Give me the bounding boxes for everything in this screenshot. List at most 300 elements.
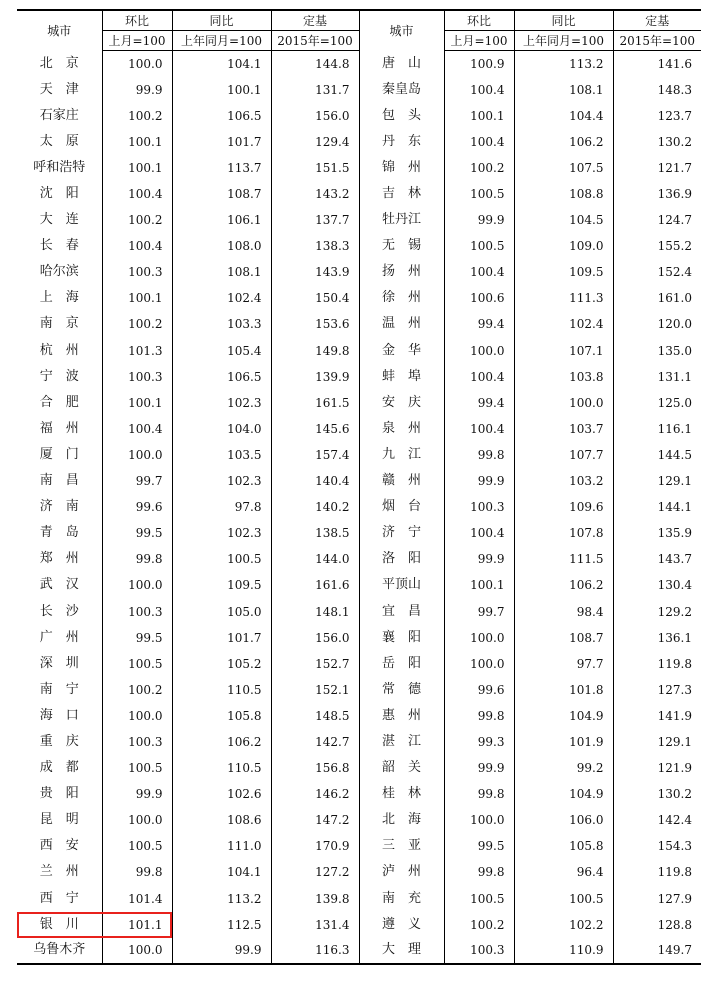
huanbi-cell-right: 99.8 bbox=[444, 781, 514, 807]
dingji-cell-left: 116.3 bbox=[271, 938, 359, 964]
huanbi-cell-right: 99.5 bbox=[444, 833, 514, 859]
table-row bbox=[17, 77, 701, 103]
table-row bbox=[17, 129, 701, 155]
table-row bbox=[17, 755, 701, 781]
huanbi-cell-right: 99.3 bbox=[444, 729, 514, 755]
header-dingji-right: 定基 bbox=[613, 10, 701, 31]
tongbi-cell-left: 108.1 bbox=[172, 259, 271, 285]
dingji-cell-left: 140.4 bbox=[271, 468, 359, 494]
huanbi-cell-left: 100.3 bbox=[102, 598, 172, 624]
huanbi-cell-left: 99.8 bbox=[102, 546, 172, 572]
tongbi-cell-right: 103.7 bbox=[514, 416, 613, 442]
tongbi-cell-left: 112.5 bbox=[172, 912, 271, 938]
huanbi-cell-right: 100.6 bbox=[444, 285, 514, 311]
tongbi-cell-left: 113.2 bbox=[172, 886, 271, 912]
dingji-cell-right: 120.0 bbox=[657, 317, 692, 332]
huanbi-cell-left: 100.2 bbox=[102, 311, 172, 337]
city-cell-left: 石家庄 bbox=[17, 103, 102, 129]
tongbi-cell-left: 99.9 bbox=[172, 938, 271, 964]
dingji-cell-left: 150.4 bbox=[271, 285, 359, 311]
header-tongbi-left: 同比 bbox=[172, 10, 271, 31]
city-cell-right: 烟 台 bbox=[359, 494, 444, 520]
tongbi-cell-right: 107.8 bbox=[514, 520, 613, 546]
city-cell-right: 惠 州 bbox=[359, 703, 444, 729]
tongbi-cell-right: 111.3 bbox=[514, 285, 613, 311]
city-cell-right: 包 头 bbox=[359, 103, 444, 129]
dingji-cell-right: 161.0 bbox=[657, 291, 692, 306]
tongbi-cell-right: 109.6 bbox=[514, 494, 613, 520]
city-cell-left: 长 春 bbox=[17, 233, 102, 259]
dingji-cell-right: 141.6 bbox=[657, 56, 692, 71]
huanbi-cell-right: 100.3 bbox=[444, 938, 514, 964]
dingji-cell-right: 130.2 bbox=[657, 787, 692, 802]
dingji-cell-left: 148.1 bbox=[271, 598, 359, 624]
tongbi-cell-right: 109.5 bbox=[514, 259, 613, 285]
header-dingji-sub-right: 2015年=100 bbox=[613, 31, 701, 51]
city-cell-right: 三 亚 bbox=[359, 833, 444, 859]
city-cell-right: 桂 林 bbox=[359, 781, 444, 807]
price-index-table-container bbox=[17, 9, 699, 965]
header-huanbi-sub-right: 上月=100 bbox=[444, 31, 514, 51]
huanbi-cell-right: 100.1 bbox=[444, 103, 514, 129]
dingji-cell-right: 127.3 bbox=[657, 682, 692, 697]
dingji-cell-right: 119.8 bbox=[657, 656, 692, 671]
dingji-cell-right: 143.7 bbox=[657, 552, 692, 567]
table-row bbox=[17, 311, 701, 337]
table-row bbox=[17, 807, 701, 833]
table-row bbox=[17, 103, 701, 129]
tongbi-cell-left: 97.8 bbox=[172, 494, 271, 520]
city-cell-right: 赣 州 bbox=[359, 468, 444, 494]
dingji-cell-left: 142.7 bbox=[271, 729, 359, 755]
huanbi-cell-left: 99.9 bbox=[102, 77, 172, 103]
city-cell-right: 岳 阳 bbox=[359, 651, 444, 677]
huanbi-cell-left: 100.1 bbox=[102, 129, 172, 155]
huanbi-cell-right: 99.8 bbox=[444, 859, 514, 885]
dingji-cell-left: 131.7 bbox=[271, 77, 359, 103]
city-cell-left: 南 京 bbox=[17, 311, 102, 337]
header-city-right: 城市 bbox=[359, 10, 444, 51]
huanbi-cell-left: 100.5 bbox=[102, 755, 172, 781]
dingji-cell-left: 156.0 bbox=[271, 103, 359, 129]
dingji-cell-left: 161.5 bbox=[271, 390, 359, 416]
tongbi-cell-right: 100.5 bbox=[514, 886, 613, 912]
dingji-cell-right: 142.4 bbox=[657, 813, 692, 828]
table-row bbox=[17, 181, 701, 207]
tongbi-cell-left: 110.5 bbox=[172, 755, 271, 781]
huanbi-cell-left: 100.1 bbox=[102, 155, 172, 181]
dingji-cell-left: 156.8 bbox=[271, 755, 359, 781]
huanbi-cell-left: 100.0 bbox=[102, 442, 172, 468]
huanbi-cell-right: 100.9 bbox=[444, 51, 514, 77]
dingji-cell-left: 131.4 bbox=[271, 912, 359, 938]
huanbi-cell-left: 100.3 bbox=[102, 364, 172, 390]
city-cell-right: 吉 林 bbox=[359, 181, 444, 207]
tongbi-cell-left: 105.0 bbox=[172, 598, 271, 624]
header-huanbi-right: 环比 bbox=[444, 10, 514, 31]
tongbi-cell-right: 108.1 bbox=[514, 77, 613, 103]
city-cell-right: 丹 东 bbox=[359, 129, 444, 155]
tongbi-cell-right: 113.2 bbox=[514, 51, 613, 77]
tongbi-cell-left: 105.2 bbox=[172, 651, 271, 677]
table-row bbox=[17, 390, 701, 416]
huanbi-cell-right: 99.8 bbox=[444, 703, 514, 729]
dingji-cell-left: 170.9 bbox=[271, 833, 359, 859]
city-cell-right: 大 理 bbox=[359, 938, 444, 964]
huanbi-cell-right: 100.0 bbox=[444, 338, 514, 364]
table-row bbox=[17, 416, 701, 442]
tongbi-cell-left: 104.1 bbox=[172, 859, 271, 885]
huanbi-cell-right: 100.4 bbox=[444, 259, 514, 285]
table-row bbox=[17, 572, 701, 598]
huanbi-cell-left: 99.5 bbox=[102, 520, 172, 546]
city-cell-left: 太 原 bbox=[17, 129, 102, 155]
tongbi-cell-right: 104.9 bbox=[514, 703, 613, 729]
huanbi-cell-left: 100.0 bbox=[102, 807, 172, 833]
huanbi-cell-right: 100.2 bbox=[444, 155, 514, 181]
dingji-cell-right: 136.1 bbox=[657, 630, 692, 645]
tongbi-cell-right: 96.4 bbox=[514, 859, 613, 885]
dingji-cell-left: 152.7 bbox=[271, 651, 359, 677]
dingji-cell-right: 128.8 bbox=[657, 917, 692, 932]
tongbi-cell-right: 98.4 bbox=[514, 598, 613, 624]
table-row bbox=[17, 912, 701, 938]
dingji-cell-left: 152.1 bbox=[271, 677, 359, 703]
city-cell-right: 宜 昌 bbox=[359, 598, 444, 624]
city-cell-left: 成 都 bbox=[17, 755, 102, 781]
tongbi-cell-right: 110.9 bbox=[514, 938, 613, 964]
tongbi-cell-left: 102.3 bbox=[172, 520, 271, 546]
city-cell-left: 青 岛 bbox=[17, 520, 102, 546]
dingji-cell-left: 145.6 bbox=[271, 416, 359, 442]
tongbi-cell-left: 106.5 bbox=[172, 364, 271, 390]
dingji-cell-right: 129.2 bbox=[657, 604, 692, 619]
dingji-cell-right: 129.1 bbox=[657, 734, 692, 749]
city-cell-left: 济 南 bbox=[17, 494, 102, 520]
tongbi-cell-right: 103.8 bbox=[514, 364, 613, 390]
table-row bbox=[17, 520, 701, 546]
table-row bbox=[17, 285, 701, 311]
tongbi-cell-right: 107.1 bbox=[514, 338, 613, 364]
table-row bbox=[17, 677, 701, 703]
dingji-cell-right: 129.1 bbox=[657, 474, 692, 489]
city-cell-left: 南 昌 bbox=[17, 468, 102, 494]
tongbi-cell-right: 108.8 bbox=[514, 181, 613, 207]
city-cell-left: 合 肥 bbox=[17, 390, 102, 416]
tongbi-cell-right: 106.2 bbox=[514, 572, 613, 598]
dingji-cell-left: 161.6 bbox=[271, 572, 359, 598]
city-cell-right: 遵 义 bbox=[359, 912, 444, 938]
table-row bbox=[17, 338, 701, 364]
table-row bbox=[17, 468, 701, 494]
city-cell-left: 上 海 bbox=[17, 285, 102, 311]
huanbi-cell-left: 101.3 bbox=[102, 338, 172, 364]
huanbi-cell-right: 100.4 bbox=[444, 129, 514, 155]
tongbi-cell-left: 105.8 bbox=[172, 703, 271, 729]
dingji-cell-right: 149.7 bbox=[613, 938, 701, 964]
dingji-cell-right: 144.5 bbox=[657, 447, 692, 462]
city-cell-right: 北 海 bbox=[359, 807, 444, 833]
city-cell-left: 宁 波 bbox=[17, 364, 102, 390]
dingji-cell-left: 127.2 bbox=[271, 859, 359, 885]
city-cell-right: 泸 州 bbox=[359, 859, 444, 885]
city-cell-left: 广 州 bbox=[17, 625, 102, 651]
tongbi-cell-right: 102.4 bbox=[514, 311, 613, 337]
table-row bbox=[17, 781, 701, 807]
table-row bbox=[17, 886, 701, 912]
city-cell-left: 兰 州 bbox=[17, 859, 102, 885]
huanbi-cell-left: 99.5 bbox=[102, 625, 172, 651]
dingji-cell-right: 136.9 bbox=[657, 187, 692, 202]
city-cell-right: 金 华 bbox=[359, 338, 444, 364]
table-row bbox=[17, 364, 701, 390]
city-cell-right: 秦皇岛 bbox=[359, 77, 444, 103]
city-cell-right: 无 锡 bbox=[359, 233, 444, 259]
tongbi-cell-right: 111.5 bbox=[514, 546, 613, 572]
huanbi-cell-right: 99.4 bbox=[444, 390, 514, 416]
tongbi-cell-left: 102.3 bbox=[172, 468, 271, 494]
huanbi-cell-left: 100.3 bbox=[102, 259, 172, 285]
huanbi-cell-right: 100.0 bbox=[444, 651, 514, 677]
tongbi-cell-right: 103.2 bbox=[514, 468, 613, 494]
tongbi-cell-right: 99.2 bbox=[514, 755, 613, 781]
dingji-cell-left: 143.2 bbox=[271, 181, 359, 207]
city-cell-left: 北 京 bbox=[17, 51, 102, 77]
dingji-cell-right: 116.1 bbox=[657, 421, 692, 436]
dingji-cell-left: 144.0 bbox=[271, 546, 359, 572]
huanbi-cell-left: 101.1 bbox=[102, 912, 172, 938]
city-cell-right: 泉 州 bbox=[359, 416, 444, 442]
tongbi-cell-right: 104.5 bbox=[514, 207, 613, 233]
tongbi-cell-left: 108.0 bbox=[172, 233, 271, 259]
header-huanbi-left: 环比 bbox=[102, 10, 172, 31]
city-cell-right: 常 德 bbox=[359, 677, 444, 703]
dingji-cell-right: 131.1 bbox=[657, 369, 692, 384]
dingji-cell-left: 140.2 bbox=[271, 494, 359, 520]
tongbi-cell-right: 108.7 bbox=[514, 625, 613, 651]
city-cell-right: 洛 阳 bbox=[359, 546, 444, 572]
huanbi-cell-right: 100.4 bbox=[444, 77, 514, 103]
city-cell-right: 襄 阳 bbox=[359, 625, 444, 651]
huanbi-cell-right: 100.4 bbox=[444, 520, 514, 546]
tongbi-cell-left: 102.6 bbox=[172, 781, 271, 807]
tongbi-cell-left: 103.5 bbox=[172, 442, 271, 468]
huanbi-cell-right: 99.9 bbox=[444, 468, 514, 494]
tongbi-cell-left: 102.3 bbox=[172, 390, 271, 416]
tongbi-cell-left: 106.1 bbox=[172, 207, 271, 233]
dingji-cell-right: 130.2 bbox=[657, 134, 692, 149]
city-cell-right: 济 宁 bbox=[359, 520, 444, 546]
tongbi-cell-left: 110.5 bbox=[172, 677, 271, 703]
tongbi-cell-left: 104.0 bbox=[172, 416, 271, 442]
huanbi-cell-left: 100.0 bbox=[102, 51, 172, 77]
city-cell-right: 平顶山 bbox=[359, 572, 444, 598]
header-tongbi-sub-left: 上年同月=100 bbox=[172, 31, 271, 51]
city-cell-left: 海 口 bbox=[17, 703, 102, 729]
tongbi-cell-left: 111.0 bbox=[172, 833, 271, 859]
dingji-cell-right: 121.7 bbox=[657, 160, 692, 175]
dingji-cell-left: 143.9 bbox=[271, 259, 359, 285]
huanbi-cell-left: 100.0 bbox=[102, 572, 172, 598]
dingji-cell-left: 137.7 bbox=[271, 207, 359, 233]
table-row bbox=[17, 51, 701, 77]
city-cell-right: 牡丹江 bbox=[359, 207, 444, 233]
huanbi-cell-left: 100.2 bbox=[102, 677, 172, 703]
huanbi-cell-left: 99.8 bbox=[102, 859, 172, 885]
huanbi-cell-right: 100.5 bbox=[444, 886, 514, 912]
table-row bbox=[17, 494, 701, 520]
table-row bbox=[17, 546, 701, 572]
city-cell-left: 重 庆 bbox=[17, 729, 102, 755]
header-city-left: 城市 bbox=[17, 10, 102, 51]
dingji-cell-right: 130.4 bbox=[657, 578, 692, 593]
tongbi-cell-left: 106.5 bbox=[172, 103, 271, 129]
huanbi-cell-right: 100.0 bbox=[444, 807, 514, 833]
dingji-cell-left: 148.5 bbox=[271, 703, 359, 729]
tongbi-cell-right: 97.7 bbox=[514, 651, 613, 677]
dingji-cell-left: 138.3 bbox=[271, 233, 359, 259]
city-cell-left: 呼和浩特 bbox=[17, 155, 102, 181]
table-row bbox=[17, 207, 701, 233]
city-cell-right: 韶 关 bbox=[359, 755, 444, 781]
tongbi-cell-right: 105.8 bbox=[514, 833, 613, 859]
dingji-cell-right: 127.9 bbox=[657, 891, 692, 906]
tongbi-cell-left: 102.4 bbox=[172, 285, 271, 311]
table-row bbox=[17, 651, 701, 677]
city-cell-left: 昆 明 bbox=[17, 807, 102, 833]
dingji-cell-left: 129.4 bbox=[271, 129, 359, 155]
table-row bbox=[17, 442, 701, 468]
huanbi-cell-right: 99.4 bbox=[444, 311, 514, 337]
dingji-cell-right: 154.3 bbox=[657, 839, 692, 854]
dingji-cell-left: 144.8 bbox=[271, 51, 359, 77]
dingji-cell-right: 121.9 bbox=[657, 761, 692, 776]
tongbi-cell-left: 108.7 bbox=[172, 181, 271, 207]
header-row-1 bbox=[17, 10, 701, 31]
tongbi-cell-right: 104.9 bbox=[514, 781, 613, 807]
city-cell-left: 福 州 bbox=[17, 416, 102, 442]
header-huanbi-sub-left: 上月=100 bbox=[102, 31, 172, 51]
huanbi-cell-right: 100.5 bbox=[444, 233, 514, 259]
city-cell-left: 银 川 bbox=[17, 912, 102, 938]
table-row bbox=[17, 938, 701, 964]
huanbi-cell-right: 99.9 bbox=[444, 546, 514, 572]
header-dingji-sub-left: 2015年=100 bbox=[271, 31, 359, 51]
dingji-cell-left: 138.5 bbox=[271, 520, 359, 546]
table-row bbox=[17, 859, 701, 885]
dingji-cell-right: 144.1 bbox=[657, 500, 692, 515]
table-row bbox=[17, 833, 701, 859]
tongbi-cell-left: 105.4 bbox=[172, 338, 271, 364]
huanbi-cell-left: 100.2 bbox=[102, 207, 172, 233]
huanbi-cell-right: 100.4 bbox=[444, 416, 514, 442]
dingji-cell-left: 146.2 bbox=[271, 781, 359, 807]
dingji-cell-right: 123.7 bbox=[657, 108, 692, 123]
huanbi-cell-right: 100.1 bbox=[444, 572, 514, 598]
tongbi-cell-left: 101.7 bbox=[172, 625, 271, 651]
huanbi-cell-right: 100.5 bbox=[444, 181, 514, 207]
tongbi-cell-left: 106.2 bbox=[172, 729, 271, 755]
dingji-cell-left: 153.6 bbox=[271, 311, 359, 337]
city-cell-right: 九 江 bbox=[359, 442, 444, 468]
dingji-cell-right: 148.3 bbox=[657, 82, 692, 97]
header-tongbi-right: 同比 bbox=[514, 10, 613, 31]
dingji-cell-right: 119.8 bbox=[657, 865, 692, 880]
huanbi-cell-right: 99.7 bbox=[444, 598, 514, 624]
city-cell-left: 乌鲁木齐 bbox=[17, 938, 102, 964]
tongbi-cell-right: 101.8 bbox=[514, 677, 613, 703]
tongbi-cell-right: 107.5 bbox=[514, 155, 613, 181]
header-dingji-left: 定基 bbox=[271, 10, 359, 31]
dingji-cell-right: 135.0 bbox=[657, 343, 692, 358]
dingji-cell-right: 135.9 bbox=[657, 526, 692, 541]
huanbi-cell-left: 99.9 bbox=[102, 781, 172, 807]
tongbi-cell-left: 100.1 bbox=[172, 77, 271, 103]
tongbi-cell-right: 106.0 bbox=[514, 807, 613, 833]
table-row bbox=[17, 259, 701, 285]
table-row bbox=[17, 233, 701, 259]
huanbi-cell-left: 99.7 bbox=[102, 468, 172, 494]
city-cell-left: 西 安 bbox=[17, 833, 102, 859]
tongbi-cell-left: 100.5 bbox=[172, 546, 271, 572]
city-cell-right: 锦 州 bbox=[359, 155, 444, 181]
tongbi-cell-left: 108.6 bbox=[172, 807, 271, 833]
huanbi-cell-left: 100.4 bbox=[102, 181, 172, 207]
huanbi-cell-left: 100.1 bbox=[102, 390, 172, 416]
dingji-cell-left: 156.0 bbox=[271, 625, 359, 651]
huanbi-cell-left: 101.4 bbox=[102, 886, 172, 912]
city-cell-left: 厦 门 bbox=[17, 442, 102, 468]
dingji-cell-right: 155.2 bbox=[657, 239, 692, 254]
tongbi-cell-right: 101.9 bbox=[514, 729, 613, 755]
dingji-cell-left: 139.8 bbox=[271, 886, 359, 912]
city-cell-right: 南 充 bbox=[359, 886, 444, 912]
huanbi-cell-left: 100.4 bbox=[102, 233, 172, 259]
dingji-cell-left: 151.5 bbox=[271, 155, 359, 181]
city-cell-left: 深 圳 bbox=[17, 651, 102, 677]
huanbi-cell-left: 100.5 bbox=[102, 651, 172, 677]
city-cell-left: 武 汉 bbox=[17, 572, 102, 598]
huanbi-cell-right: 100.4 bbox=[444, 364, 514, 390]
table-row bbox=[17, 703, 701, 729]
dingji-cell-left: 149.8 bbox=[271, 338, 359, 364]
city-cell-right: 湛 江 bbox=[359, 729, 444, 755]
table-row bbox=[17, 598, 701, 624]
city-cell-left: 大 连 bbox=[17, 207, 102, 233]
huanbi-cell-left: 100.0 bbox=[102, 703, 172, 729]
dingji-cell-left: 157.4 bbox=[271, 442, 359, 468]
dingji-cell-right: 141.9 bbox=[657, 708, 692, 723]
huanbi-cell-right: 99.9 bbox=[444, 207, 514, 233]
tongbi-cell-right: 107.7 bbox=[514, 442, 613, 468]
price-index-table bbox=[17, 9, 701, 965]
city-cell-right: 温 州 bbox=[359, 311, 444, 337]
city-cell-left: 杭 州 bbox=[17, 338, 102, 364]
tongbi-cell-right: 102.2 bbox=[514, 912, 613, 938]
tongbi-cell-right: 104.4 bbox=[514, 103, 613, 129]
tongbi-cell-left: 109.5 bbox=[172, 572, 271, 598]
table-row bbox=[17, 155, 701, 181]
huanbi-cell-right: 99.8 bbox=[444, 442, 514, 468]
city-cell-left: 贵 阳 bbox=[17, 781, 102, 807]
header-tongbi-sub-right: 上年同月=100 bbox=[514, 31, 613, 51]
huanbi-cell-left: 100.5 bbox=[102, 833, 172, 859]
tongbi-cell-right: 109.0 bbox=[514, 233, 613, 259]
tongbi-cell-left: 101.7 bbox=[172, 129, 271, 155]
tongbi-cell-right: 100.0 bbox=[514, 390, 613, 416]
huanbi-cell-right: 100.3 bbox=[444, 494, 514, 520]
tongbi-cell-left: 104.1 bbox=[172, 51, 271, 77]
